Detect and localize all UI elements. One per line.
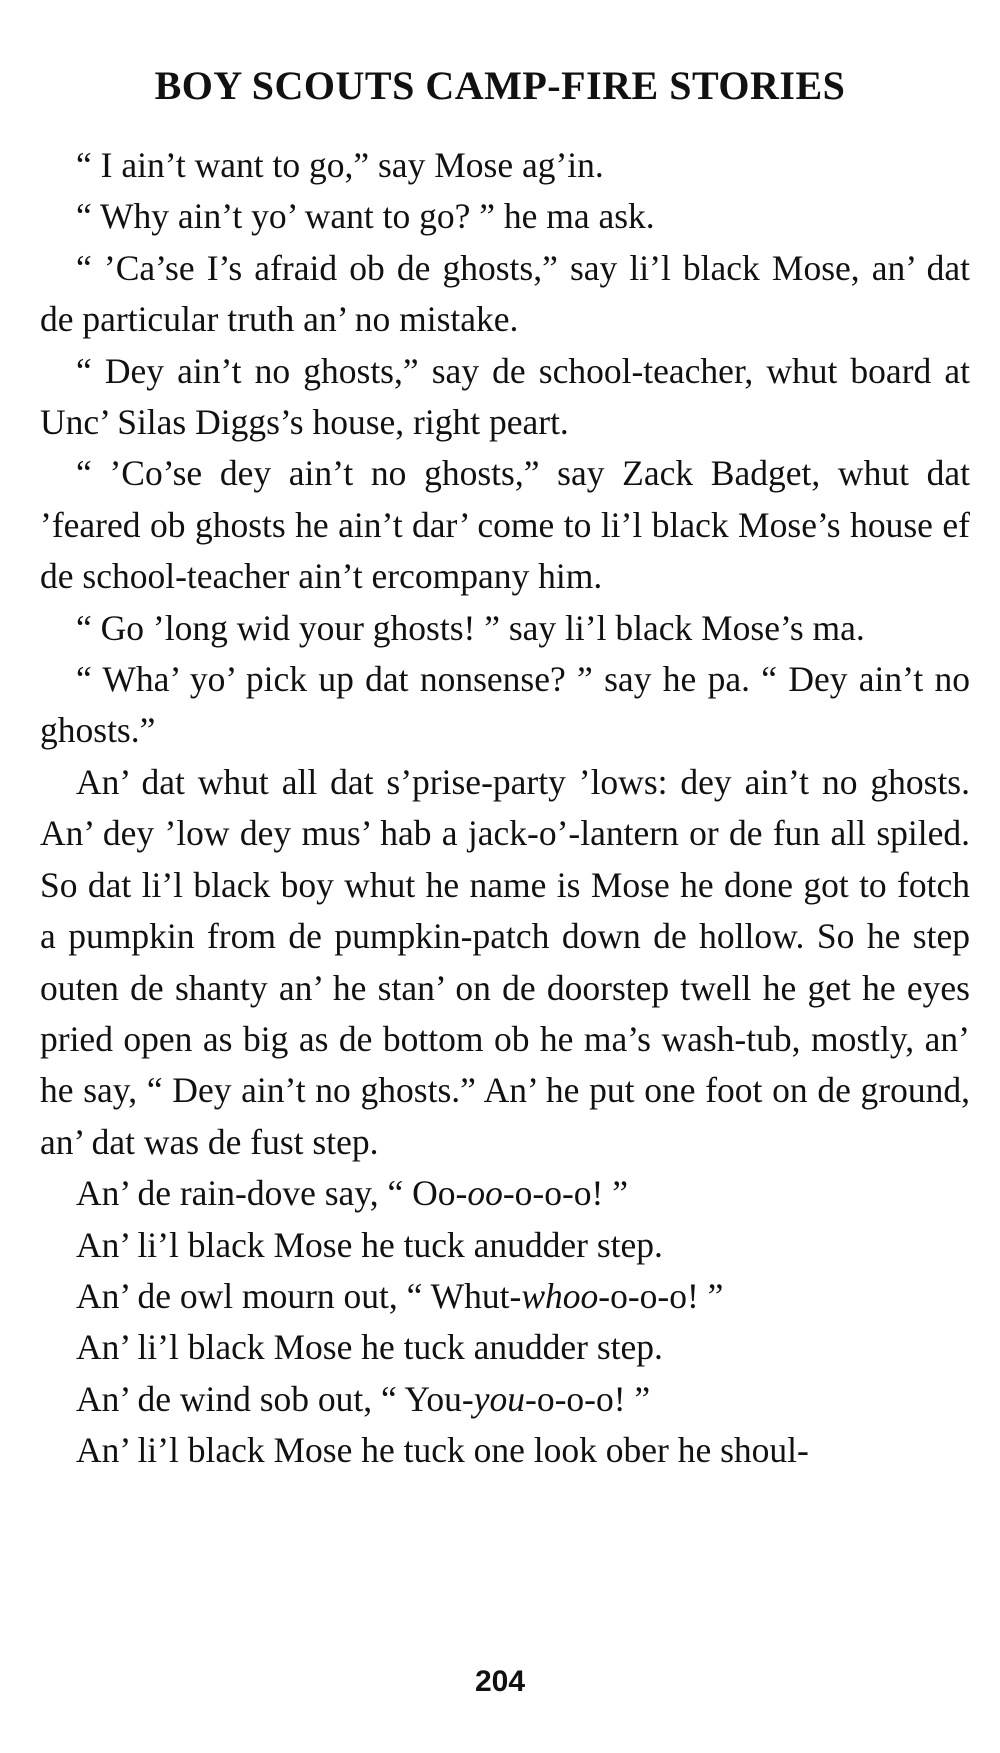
paragraph: “ Dey ain’t no ghosts,” say de school-teacher, whut board at Unc’ Silas Diggs’s house, right peart.: [40, 350, 970, 443]
call-line-tail: -o-o-o! ”: [525, 1378, 651, 1419]
paragraph: “ I ain’t want to go,” say Mose ag’in.: [76, 145, 604, 185]
paragraph: “ Wha’ yo’ pick up dat nonsense? ” say he pa. “ Dey ain’t no ghosts.”: [40, 659, 970, 751]
call-line: [40, 1374, 970, 1425]
call-line-lead: An’ de wind sob out, “ You-: [76, 1378, 474, 1419]
paragraph: “ ’Co’se dey ain’t no ghosts,” say Zack Badget, whut dat ’feared ob ghosts he ain’t dar’ come to li’l black Mose’s house ef de school-teacher ain’t ercompany him.: [40, 453, 970, 597]
page-body-text: [40, 140, 970, 1477]
paragraph: “ Go ’long wid your ghosts! ” say li’l black Mose’s ma.: [76, 607, 865, 648]
response-line: An’ li’l black Mose he tuck one look ober he shoul-: [76, 1430, 809, 1471]
paragraph: An’ dat whut all dat s’prise-party ’lows: dey ain’t no ghosts. An’ dey ’low dey mus’ hab a jack-o’-lantern or de fun all spiled. So dat li’l black boy whut he name is Mose he done got to fotch a pumpkin from de pumpkin-patch down de hollow. So he step outen de shanty an’ he stan’ on de doorstep twell he get he eyes pried open as big as de bottom ob he ma’s wash-tub, mostly, an’ he say, “ Dey ain’t no ghosts.” An’ he put one foot on de ground, an’ dat was de fust step.: [40, 761, 970, 1162]
running-head-title: BOY SCOUTS CAMP-FIRE STORIES: [154, 63, 846, 108]
call-line-lead: An’ de rain-dove say, “ Oo-: [76, 1173, 468, 1214]
paragraph: “ ’Ca’se I’s afraid ob de ghosts,” say li’l black Mose, an’ dat de particular truth an’ no mistake.: [40, 247, 970, 340]
call-line-emphasis: oo: [467, 1173, 503, 1214]
call-line-lead: An’ de owl mourn out, “ Whut-: [76, 1275, 522, 1316]
call-line-emphasis: whoo: [521, 1275, 599, 1316]
call-line: [40, 1271, 970, 1322]
paragraph: “ Why ain’t yo’ want to go? ” he ma ask.: [76, 196, 655, 237]
call-line-tail: -o-o-o! ”: [502, 1173, 629, 1214]
call-line-tail: -o-o-o! ”: [598, 1275, 724, 1316]
response-line: An’ li’l black Mose he tuck anudder step.: [76, 1327, 663, 1368]
call-line: [40, 1168, 970, 1219]
page-number: 204: [474, 1665, 526, 1698]
call-line-emphasis: you: [473, 1378, 525, 1419]
response-line: An’ li’l black Mose he tuck anudder step.: [76, 1224, 663, 1265]
